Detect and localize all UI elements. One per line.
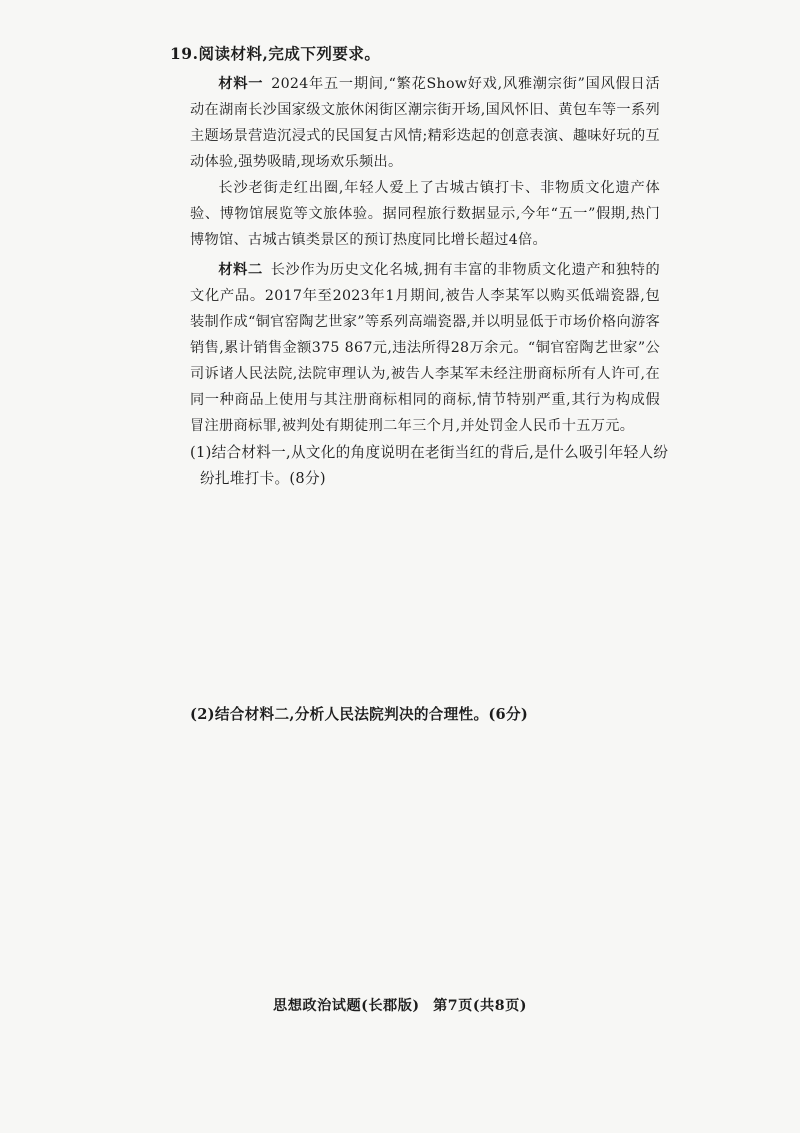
material-one-paragraph [190,71,660,175]
footer-page-number: 第7页(共8页) [433,998,527,1014]
sub-question-1-line-2: 纷扎堆打卡。(8分) [200,470,326,487]
page-footer [0,995,800,1015]
material-two-paragraph [190,257,660,439]
material-two-tag: 材料二 [218,262,263,278]
material-one-text: 2024年五一期间,“繁花Show好戏,风雅潮宗街”国风假日活动在湖南长沙国家级文旅休闲街区潮宗街开场,国风怀旧、黄包车等一系列主题场景营造沉浸式的民国复古风情;精彩迭起的创意表演、趣味好玩的互动体验,强势吸睛,现场欢乐频出。 [190,76,660,170]
material-one [190,71,660,175]
sub-question-1-line-1: (1)结合材料一,从文化的角度说明在老街当红的背后,是什么吸引年轻人纷 [190,444,669,461]
material-two [190,257,660,439]
material-one-paragraph-2: 长沙老街走红出圈,年轻人爱上了古城古镇打卡、非物质文化遗产体验、博物馆展览等文旅体验。据同程旅行数据显示,今年“五一”假期,热门博物馆、古城古镇类景区的预订热度同比增长超过4倍。 [190,180,660,248]
sub-question-2: (2)结合材料二,分析人民法院判决的合理性。(6分) [190,706,529,723]
question-title: 19.阅读材料,完成下列要求。 [170,44,381,63]
footer-subject: 思想政治试题(长郡版) [273,998,420,1014]
material-one-continued [190,175,660,253]
sub-question-1 [190,440,670,492]
material-one-tag: 材料一 [218,76,264,92]
material-two-text: 长沙作为历史文化名城,拥有丰富的非物质文化遗产和独特的文化产品。2017年至2023年1月期间,被告人李某军以购买低端瓷器,包装制作成“铜官窑陶艺世家”等系列高端瓷器,并以明显低于市场价格向游客销售,累计销售金额375 867元,违法所得28万余元。“铜官窑陶艺世家”公司诉诸人民法院,法院审理认为,被告人李某军未经注册商标所有人许可,在同一种商品上使用与其注册商标相同的商标,情节特别严重,其行为构成假冒注册商标罪,被判处有期徒刑二年三个月,并处罚金人民币十五万元。 [190,262,660,434]
